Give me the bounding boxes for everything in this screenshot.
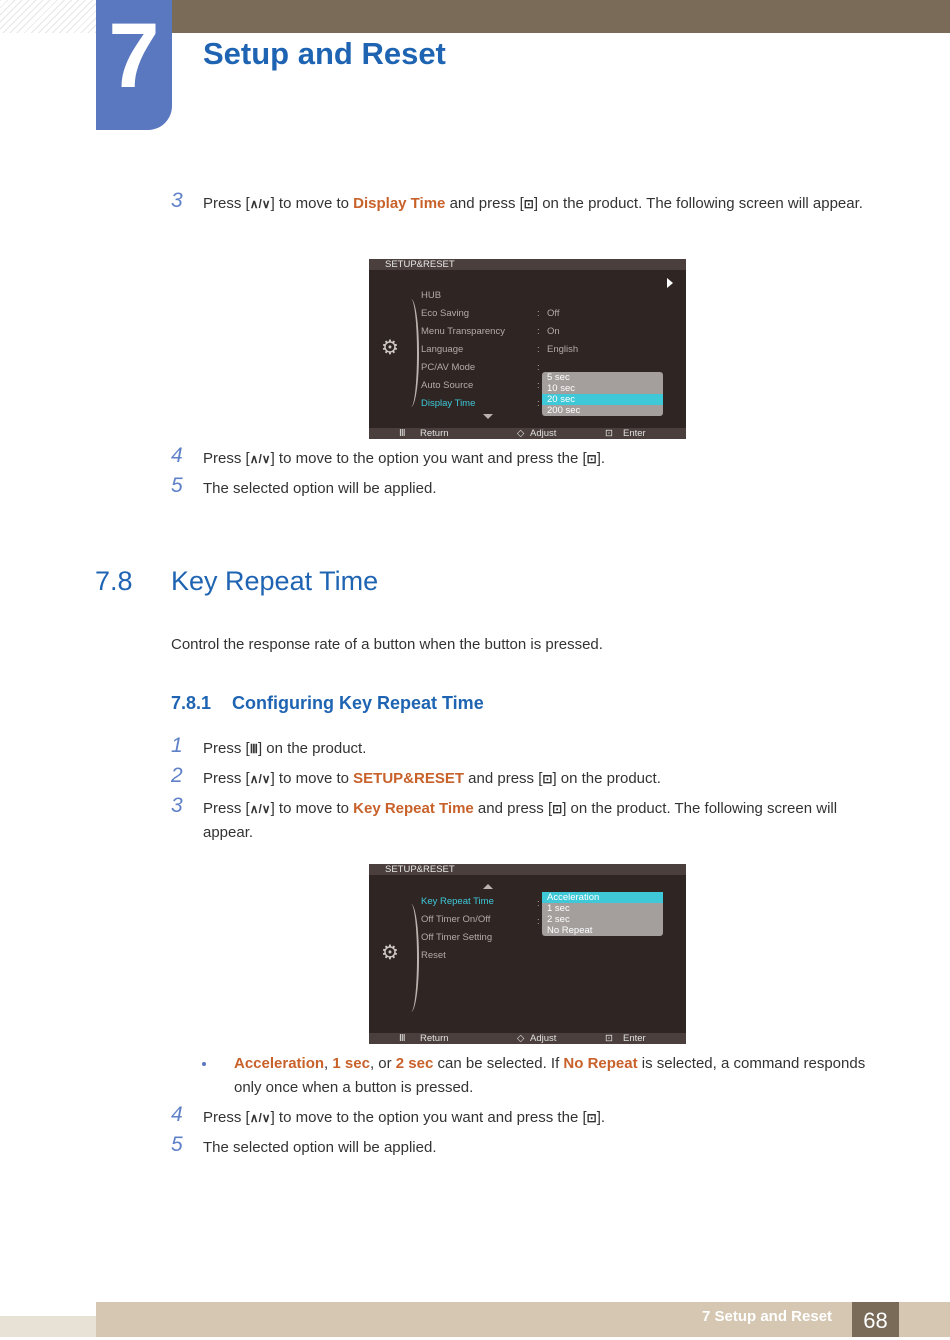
menu-item-eco-saving[interactable]: Eco Saving xyxy=(421,308,470,319)
gear-icon: ⚙ xyxy=(381,942,399,964)
value-menu-transparency: On xyxy=(547,326,560,337)
updown-key-icon: ∧/∨ xyxy=(249,802,271,816)
osd-footer xyxy=(369,1033,686,1044)
option-10-sec[interactable]: 10 sec xyxy=(547,383,575,394)
menu-key-icon: Ⅲ xyxy=(249,742,258,756)
option-2-sec[interactable]: 2 sec xyxy=(547,914,570,925)
enter-key-icon: ⊡ xyxy=(586,452,597,466)
osd-display-time: SETUP&RESET ⚙ HUB Eco Saving Menu Transparency Language PC/AV Mode Auto Source Display Time : : : : : : Off On English 5 sec 10 sec 20 sec 200 sec Ⅲ Return ◇ Adjust ⊡ Enter xyxy=(369,259,686,439)
option-list-display-time xyxy=(542,372,663,416)
chapter-title: Setup and Reset xyxy=(203,36,446,71)
menu-item-menu-transparency[interactable]: Menu Transparency xyxy=(421,326,505,337)
osd-key-repeat-time: SETUP&RESET ⚙ Key Repeat Time Off Timer On/Off Off Timer Setting Reset : : Acceleration 1 sec 2 sec No Repeat Ⅲ Return ◇ Adjust ⊡ Enter xyxy=(369,864,686,1044)
right-arrow-icon xyxy=(667,278,673,288)
section-title: Key Repeat Time xyxy=(171,566,379,596)
updown-key-icon: ∧/∨ xyxy=(249,772,271,786)
menu-item-display-time[interactable]: Display Time xyxy=(421,398,476,409)
menu-item-off-timer-setting[interactable]: Off Timer Setting xyxy=(421,932,493,943)
value-language: English xyxy=(547,344,579,355)
osd-footer xyxy=(369,428,686,439)
down-arrow-icon xyxy=(483,414,493,419)
menu-item-hub[interactable]: HUB xyxy=(421,290,442,301)
section-number: 7.8 xyxy=(95,566,133,596)
return-label: Return xyxy=(420,1033,449,1044)
adjust-label: Adjust xyxy=(530,1033,557,1044)
enter-key-icon: ⊡ xyxy=(523,197,534,211)
chapter-number: 7 xyxy=(96,0,172,130)
enter-key-icon: ⊡ xyxy=(542,772,553,786)
footer-label: 7 Setup and Reset xyxy=(702,1308,833,1325)
option-5-sec[interactable]: 5 sec xyxy=(547,372,570,383)
return-icon: Ⅲ xyxy=(399,1033,406,1044)
enter-label: Enter xyxy=(623,428,646,439)
updown-key-icon: ∧/∨ xyxy=(249,452,271,466)
menu-item-pc-av-mode[interactable]: PC/AV Mode xyxy=(421,362,476,373)
option-200-sec[interactable]: 200 sec xyxy=(547,405,581,416)
adjust-label: Adjust xyxy=(530,428,557,439)
updown-key-icon: ∧/∨ xyxy=(249,1111,271,1125)
header-hatch xyxy=(0,0,96,33)
subsection-title: Configuring Key Repeat Time xyxy=(232,693,484,713)
header-bar xyxy=(96,0,950,33)
section-intro: Control the response rate of a button when the button is pressed. xyxy=(171,636,603,653)
menu-item-reset[interactable]: Reset xyxy=(421,950,446,961)
menu-item-key-repeat-time[interactable]: Key Repeat Time xyxy=(421,896,494,907)
adjust-icon: ◇ xyxy=(517,428,525,439)
enter-icon: ⊡ xyxy=(605,428,613,439)
option-acceleration[interactable]: Acceleration xyxy=(542,892,663,903)
menu-arc xyxy=(403,299,419,407)
menu-item-off-timer-on-off[interactable]: Off Timer On/Off xyxy=(421,914,491,925)
osd-title: SETUP&RESET xyxy=(369,259,686,270)
option-list-key-repeat xyxy=(542,892,663,936)
up-arrow-icon xyxy=(483,884,493,889)
option-20-sec[interactable]: 20 sec xyxy=(542,394,663,405)
enter-key-icon: ⊡ xyxy=(586,1111,597,1125)
page-number: 68 xyxy=(852,1302,899,1337)
osd-title: SETUP&RESET xyxy=(369,864,686,875)
gear-icon: ⚙ xyxy=(381,337,399,359)
menu-item-language[interactable]: Language xyxy=(421,344,464,355)
menu-item-auto-source[interactable]: Auto Source xyxy=(421,380,474,391)
menu-arc xyxy=(403,904,419,1012)
return-icon: Ⅲ xyxy=(399,428,406,439)
bullet-dot xyxy=(202,1062,206,1066)
footer-left-bar xyxy=(0,1316,96,1337)
adjust-icon: ◇ xyxy=(517,1033,525,1044)
enter-icon: ⊡ xyxy=(605,1033,613,1044)
updown-key-icon: ∧/∨ xyxy=(249,197,271,211)
enter-label: Enter xyxy=(623,1033,646,1044)
value-eco-saving: Off xyxy=(547,308,560,319)
enter-key-icon: ⊡ xyxy=(552,802,563,816)
option-1-sec[interactable]: 1 sec xyxy=(547,903,570,914)
return-label: Return xyxy=(420,428,449,439)
option-no-repeat[interactable]: No Repeat xyxy=(547,925,593,936)
subsection-number: 7.8.1 xyxy=(171,693,212,713)
